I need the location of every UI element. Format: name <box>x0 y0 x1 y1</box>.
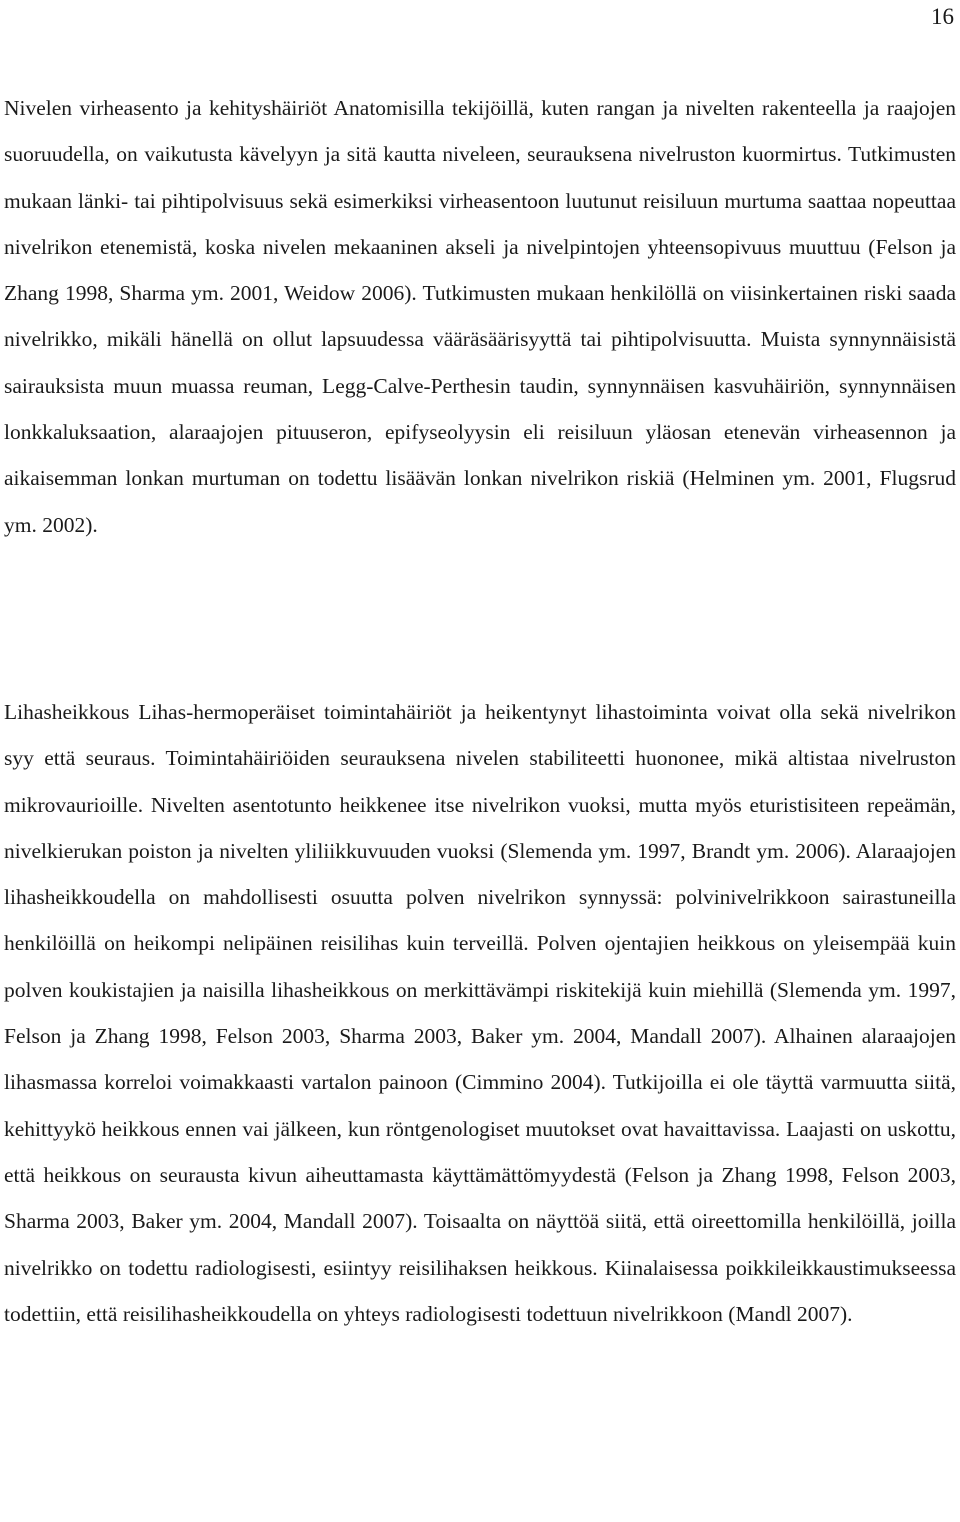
section-body: Lihas-hermoperäiset toimintahäiriöt ja heikentynyt lihastoiminta voivat olla sekä nivelrikon syy että seuraus. Toimintahäiriöiden seurauksena nivelen stabiliteetti huononee, mikä altistaa nivelruston mikrovaurioille. Nivelten asentotunto heikkenee itse nivelrikon vuoksi, mutta myös eturistisiteen repeämän, nivelkierukan poiston ja nivelten yliliikkuvuuden vuoksi (Slemenda ym. 1997, Brandt ym. 2006). Alaraajojen lihasheikkoudella on mahdollisesti osuutta polven nivelrikon synnyssä: polvinivelrikkoon sairastuneilla henkilöillä on heikompi nelipäinen reisilihas kuin terveillä. Polven ojentajien heikkous on yleisempää kuin polven koukistajien ja naisilla lihasheikkous on merkittävämpi riskitekijä kuin miehillä (Slemenda ym. 1997, Felson ja Zhang 1998, Felson 2003, Sharma 2003, Baker ym. 2004, Mandall 2007). Alhainen alaraajojen lihasmassa korreloi voimakkaasti vartalon painoon (Cimmino 2004). Tutkijoilla ei ole täyttä varmuutta siitä, kehittyykö heikkous ennen vai jälkeen, kun röntgenologiset muutokset ovat havaittavissa. Laajasti on uskottu, että heikkous on seurausta kivun aiheuttamasta käyttämättömyydestä (Felson ja Zhang 1998, Felson 2003, Sharma 2003, Baker ym. 2004, Mandall 2007). Toisaalta on näyttöä siitä, että oireettomilla henkilöillä, joilla nivelrikko on todettu radiologisesti, esiintyy reisilihaksen heikkous. Kiinalaisessa poikkileikkaustimukseessa todettiin, että reisilihasheikkoudella on yhteys radiologisesti todettuun nivelrikkoon (Mandl 2007). <box>4 700 957 1326</box>
section-virheasento <box>4 85 956 548</box>
page-number: 16 <box>931 4 954 29</box>
section-heading: Nivelen virheasento ja kehityshäiriöt <box>4 96 328 120</box>
section-heading: Lihasheikkous <box>4 700 130 724</box>
section-lihasheikkous <box>4 689 956 1337</box>
section-body: Anatomisilla tekijöillä, kuten rangan ja nivelten rakenteella ja raajojen suoruudella, on vaikutusta kävelyyn ja sitä kautta niveleen, seurauksena nivelruston kuormirtus. Tutkimusten mukaan länki- tai pihtipolvisuus sekä esimerkiksi virheasentoon luutunut reisiluun murtuma saattaa nopeuttaa nivelrikon etenemistä, koska nivelen mekaaninen akseli ja nivelpintojen yhteensopivuus muuttuu (Felson ja Zhang 1998, Sharma ym. 2001, Weidow 2006). Tutkimusten mukaan henkilöllä on viisinkertainen riski saada nivelrikko, mikäli hänellä on ollut lapsuudessa vääräsäärisyyttä tai pihtipolvisuutta. Muista synnynnäisistä sairauksista muun muassa reuman, Legg-Calve-Perthesin taudin, synnynnäisen kasvuhäiriön, synnynnäisen lonkkaluksaation, alaraajojen pituuseron, epifyseolyysin eli reisiluun yläosan etenevän virheasennon ja aikaisemman lonkan murtuman on todettu lisäävän lonkan nivelrikon riskiä (Helminen ym. 2001, Flugsrud ym. 2002). <box>4 96 956 537</box>
